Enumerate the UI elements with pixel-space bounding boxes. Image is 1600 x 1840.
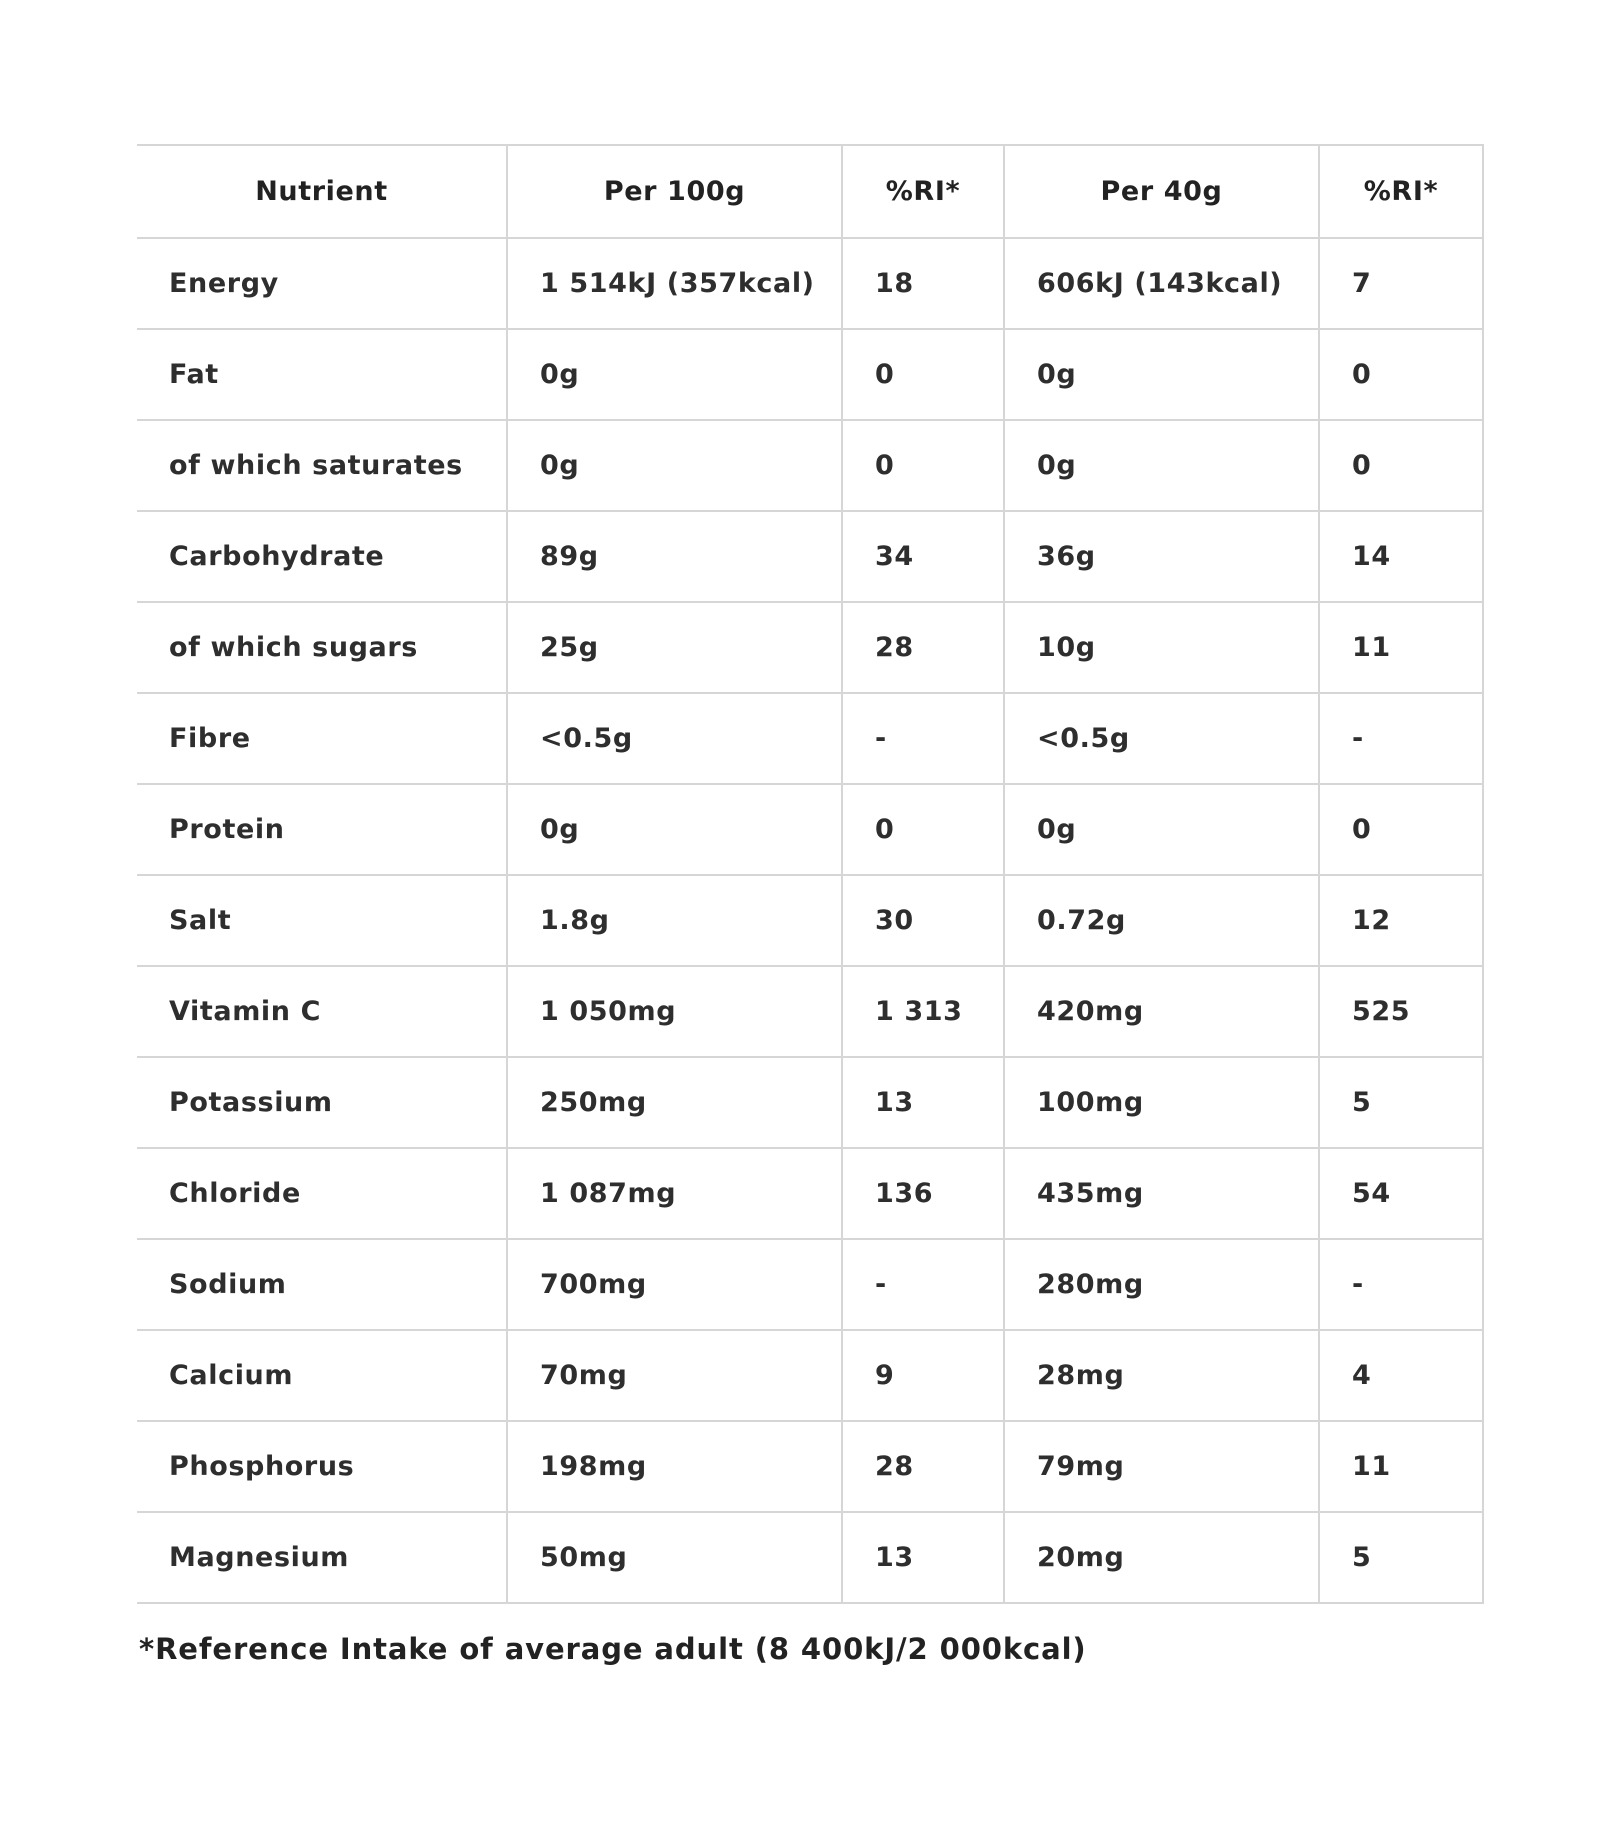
per-40g-value: 10g <box>1004 602 1319 693</box>
ri-per-100g-value: 13 <box>842 1057 1004 1148</box>
table-row <box>137 329 1483 420</box>
per-40g-value: 0g <box>1004 329 1319 420</box>
per-100g-value: 0g <box>507 784 842 875</box>
ri-per-40g-value: 12 <box>1319 875 1483 966</box>
per-100g-value: 25g <box>507 602 842 693</box>
table-row <box>137 602 1483 693</box>
ri-per-100g-value: 30 <box>842 875 1004 966</box>
ri-per-100g-value: 13 <box>842 1512 1004 1603</box>
ri-per-100g-value: 18 <box>842 238 1004 329</box>
per-100g-value: 89g <box>507 511 842 602</box>
per-40g-value: 280mg <box>1004 1239 1319 1330</box>
header-ri-per-40g: %RI* <box>1319 145 1483 238</box>
table-row <box>137 1512 1483 1603</box>
table-row <box>137 1239 1483 1330</box>
ri-per-100g-value: 28 <box>842 602 1004 693</box>
nutrient-name: Carbohydrate <box>137 511 507 602</box>
nutrient-name: Fibre <box>137 693 507 784</box>
ri-per-40g-value: 11 <box>1319 602 1483 693</box>
table-row <box>137 966 1483 1057</box>
ri-per-40g-value: 11 <box>1319 1421 1483 1512</box>
per-40g-value: 0.72g <box>1004 875 1319 966</box>
ri-per-100g-value: 28 <box>842 1421 1004 1512</box>
per-100g-value: 1.8g <box>507 875 842 966</box>
nutrient-name: Phosphorus <box>137 1421 507 1512</box>
table-row <box>137 238 1483 329</box>
header-per-40g: Per 40g <box>1004 145 1319 238</box>
table-header-row <box>137 145 1483 238</box>
ri-per-40g-value: 5 <box>1319 1057 1483 1148</box>
header-ri-per-100g: %RI* <box>842 145 1004 238</box>
header-nutrient: Nutrient <box>137 145 507 238</box>
per-100g-value: 1 050mg <box>507 966 842 1057</box>
per-40g-value: 28mg <box>1004 1330 1319 1421</box>
nutrient-name: Protein <box>137 784 507 875</box>
table-row <box>137 1148 1483 1239</box>
per-40g-value: <0.5g <box>1004 693 1319 784</box>
per-100g-value: 70mg <box>507 1330 842 1421</box>
per-40g-value: 0g <box>1004 784 1319 875</box>
per-40g-value: 606kJ (143kcal) <box>1004 238 1319 329</box>
ri-per-100g-value: - <box>842 693 1004 784</box>
table-row <box>137 1421 1483 1512</box>
per-40g-value: 20mg <box>1004 1512 1319 1603</box>
per-40g-value: 435mg <box>1004 1148 1319 1239</box>
ri-per-100g-value: 9 <box>842 1330 1004 1421</box>
nutrient-name: Calcium <box>137 1330 507 1421</box>
nutrient-name: Potassium <box>137 1057 507 1148</box>
ri-per-40g-value: 5 <box>1319 1512 1483 1603</box>
per-100g-value: 1 087mg <box>507 1148 842 1239</box>
nutrient-name: Sodium <box>137 1239 507 1330</box>
per-100g-value: 0g <box>507 329 842 420</box>
nutrient-name: Energy <box>137 238 507 329</box>
nutrient-name: Fat <box>137 329 507 420</box>
per-40g-value: 36g <box>1004 511 1319 602</box>
ri-per-100g-value: 34 <box>842 511 1004 602</box>
nutrient-name: Magnesium <box>137 1512 507 1603</box>
table-row <box>137 511 1483 602</box>
nutrition-table-container <box>137 144 1483 1666</box>
ri-per-40g-value: 0 <box>1319 784 1483 875</box>
ri-per-40g-value: - <box>1319 693 1483 784</box>
table-row <box>137 420 1483 511</box>
header-per-100g: Per 100g <box>507 145 842 238</box>
table-row <box>137 693 1483 784</box>
per-100g-value: 250mg <box>507 1057 842 1148</box>
per-40g-value: 79mg <box>1004 1421 1319 1512</box>
table-row <box>137 1057 1483 1148</box>
per-40g-value: 420mg <box>1004 966 1319 1057</box>
ri-per-40g-value: 525 <box>1319 966 1483 1057</box>
per-100g-value: 198mg <box>507 1421 842 1512</box>
ri-per-100g-value: 0 <box>842 329 1004 420</box>
per-100g-value: 50mg <box>507 1512 842 1603</box>
ri-per-40g-value: 14 <box>1319 511 1483 602</box>
ri-per-100g-value: - <box>842 1239 1004 1330</box>
per-100g-value: 1 514kJ (357kcal) <box>507 238 842 329</box>
ri-per-40g-value: 4 <box>1319 1330 1483 1421</box>
ri-per-100g-value: 1 313 <box>842 966 1004 1057</box>
ri-per-40g-value: 7 <box>1319 238 1483 329</box>
per-100g-value: 0g <box>507 420 842 511</box>
table-row <box>137 1330 1483 1421</box>
ri-per-40g-value: 54 <box>1319 1148 1483 1239</box>
nutrition-table <box>137 144 1484 1604</box>
nutrient-name: Vitamin C <box>137 966 507 1057</box>
ri-per-100g-value: 0 <box>842 420 1004 511</box>
table-row <box>137 875 1483 966</box>
ri-per-40g-value: 0 <box>1319 420 1483 511</box>
per-40g-value: 0g <box>1004 420 1319 511</box>
per-40g-value: 100mg <box>1004 1057 1319 1148</box>
per-100g-value: 700mg <box>507 1239 842 1330</box>
table-row <box>137 784 1483 875</box>
nutrient-name: of which saturates <box>137 420 507 511</box>
ri-per-40g-value: - <box>1319 1239 1483 1330</box>
nutrient-name: Salt <box>137 875 507 966</box>
ri-per-40g-value: 0 <box>1319 329 1483 420</box>
per-100g-value: <0.5g <box>507 693 842 784</box>
nutrient-name: Chloride <box>137 1148 507 1239</box>
reference-intake-footnote: *Reference Intake of average adult (8 400kJ/2 000kcal) <box>139 1632 1087 1666</box>
ri-per-100g-value: 0 <box>842 784 1004 875</box>
ri-per-100g-value: 136 <box>842 1148 1004 1239</box>
nutrient-name: of which sugars <box>137 602 507 693</box>
